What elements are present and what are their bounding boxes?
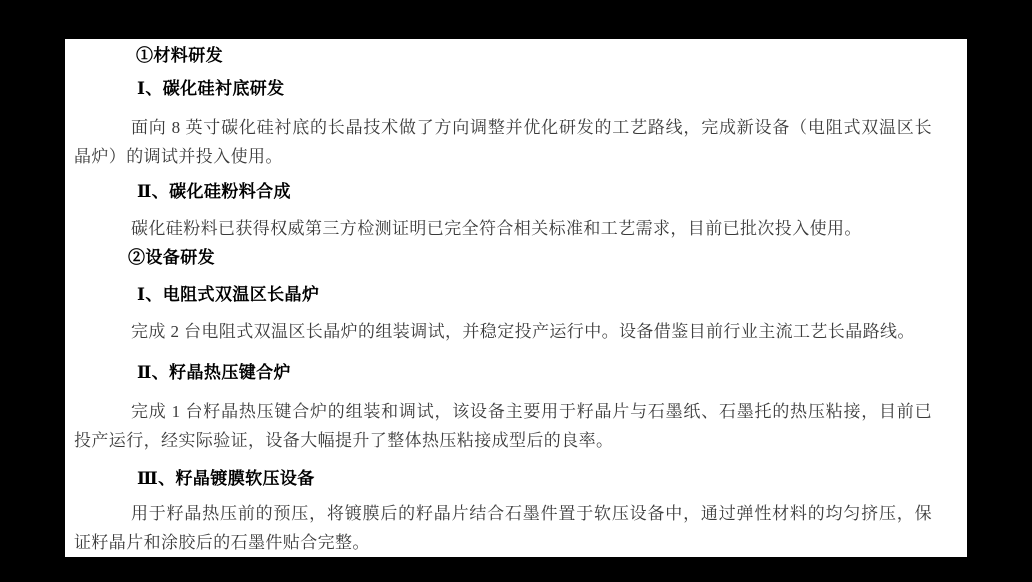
heading-sic-powder-synthesis: Ⅱ、碳化硅粉料合成 (137, 182, 291, 201)
para-bonding-line1: 完成 1 台籽晶热压键合炉的组装和调试，该设备主要用于籽晶片与石墨纸、石墨托的热压粘接，目前已 (131, 402, 932, 421)
para-softpress-line1: 用于籽晶热压前的预压，将镀膜后的籽晶片结合石墨件置于软压设备中，通过弹性材料的均匀挤压，保 (131, 504, 932, 523)
para-substrate-line2: 晶炉）的调试并投入使用。 (74, 147, 283, 166)
para-substrate-line1: 面向 8 英寸碳化硅衬底的长晶技术做了方向调整并优化研发的工艺路线，完成新设备（电阻式双温区长 (131, 118, 932, 137)
para-furnace-line1: 完成 2 台电阻式双温区长晶炉的组装调试，并稳定投产运行中。设备借鉴目前行业主流工艺长晶路线。 (131, 322, 915, 341)
para-bonding-line2: 投产运行，经实际验证，设备大幅提升了整体热压粘接成型后的良率。 (74, 431, 614, 450)
para-softpress-line2: 证籽晶片和涂胶后的石墨件贴合完整。 (74, 533, 370, 552)
heading-seed-hotpress-bonding-furnace: Ⅱ、籽晶热压键合炉 (137, 363, 291, 382)
heading-equipment-rd: ②设备研发 (128, 248, 215, 267)
heading-resistive-dual-zone-furnace: Ⅰ、电阻式双温区长晶炉 (137, 285, 320, 304)
heading-material-rd: ①材料研发 (136, 46, 223, 65)
document-page (65, 39, 967, 557)
heading-sic-substrate-rd: Ⅰ、碳化硅衬底研发 (137, 79, 285, 98)
heading-seed-coating-softpress-equipment: Ⅲ、籽晶镀膜软压设备 (137, 469, 315, 488)
para-powder-line1: 碳化硅粉料已获得权威第三方检测证明已完全符合相关标准和工艺需求，目前已批次投入使用。 (131, 219, 862, 238)
